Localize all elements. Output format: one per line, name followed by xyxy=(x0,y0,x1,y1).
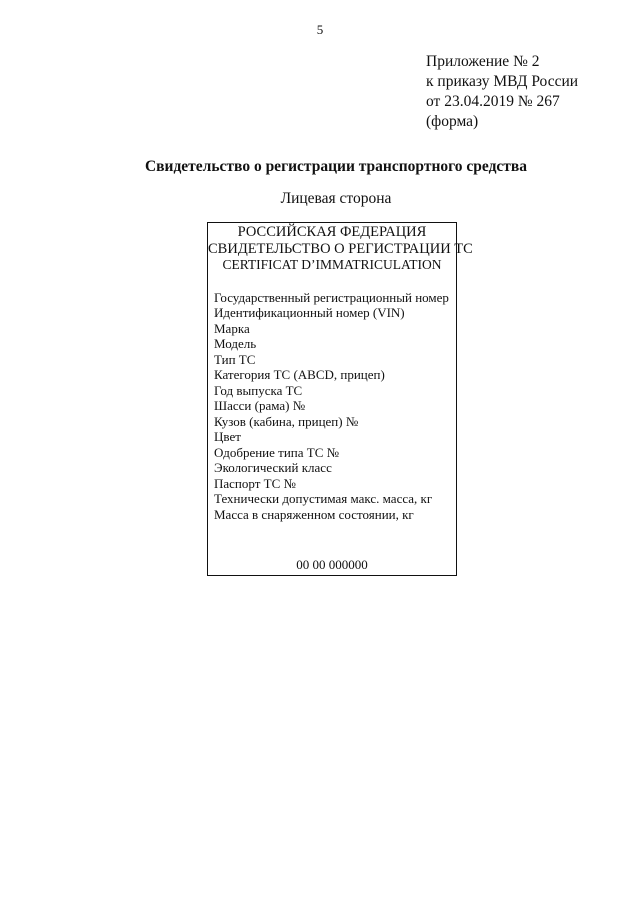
field-passport: Паспорт ТС № xyxy=(214,475,296,491)
side-label: Лицевая сторона xyxy=(280,190,392,207)
appendix-line: Приложение № 2 xyxy=(426,53,540,70)
certificate-form xyxy=(207,222,473,576)
field-model: Модель xyxy=(214,336,257,351)
field-max-mass: Технически допустимая макс. масса, кг xyxy=(214,491,433,506)
appendix-line: от 23.04.2019 № 267 xyxy=(426,93,560,110)
field-vehicle-type: Тип ТС xyxy=(214,351,256,367)
appendix-line: к приказу МВД России xyxy=(426,73,579,90)
header-country: РОССИЙСКАЯ ФЕДЕРАЦИЯ xyxy=(237,224,427,240)
field-color: Цвет xyxy=(214,429,241,444)
field-vin: Идентификационный номер (VIN) xyxy=(214,305,405,320)
header-latin-title: CERTIFICAT D’IMMATRICULATION xyxy=(222,257,442,272)
appendix-block xyxy=(426,52,578,132)
certificate-fields xyxy=(208,290,456,523)
page-number: 5 xyxy=(316,22,324,37)
field-chassis: Шасси (рама) № xyxy=(214,398,306,413)
document-title: Свидетельство о регистрации транспортного средства xyxy=(144,158,528,175)
field-eco-class: Экологический класс xyxy=(214,460,332,475)
field-type-approval: Одобрение типа ТС № xyxy=(214,444,340,460)
certificate-header xyxy=(208,223,473,274)
field-year: Год выпуска ТС xyxy=(214,382,303,398)
field-make: Марка xyxy=(214,320,250,336)
field-curb-mass: Масса в снаряженном состоянии, кг xyxy=(214,506,414,522)
field-registration-number: Государственный регистрационный номер xyxy=(214,289,449,305)
field-body: Кузов (кабина, прицеп) № xyxy=(214,413,359,429)
appendix-line: (форма) xyxy=(426,113,479,130)
certificate-serial: 00 00 000000 xyxy=(296,557,368,572)
field-category: Категория ТС (ABCD, прицеп) xyxy=(214,367,385,382)
header-title: СВИДЕТЕЛЬСТВО О РЕГИСТРАЦИИ ТС xyxy=(208,240,473,257)
